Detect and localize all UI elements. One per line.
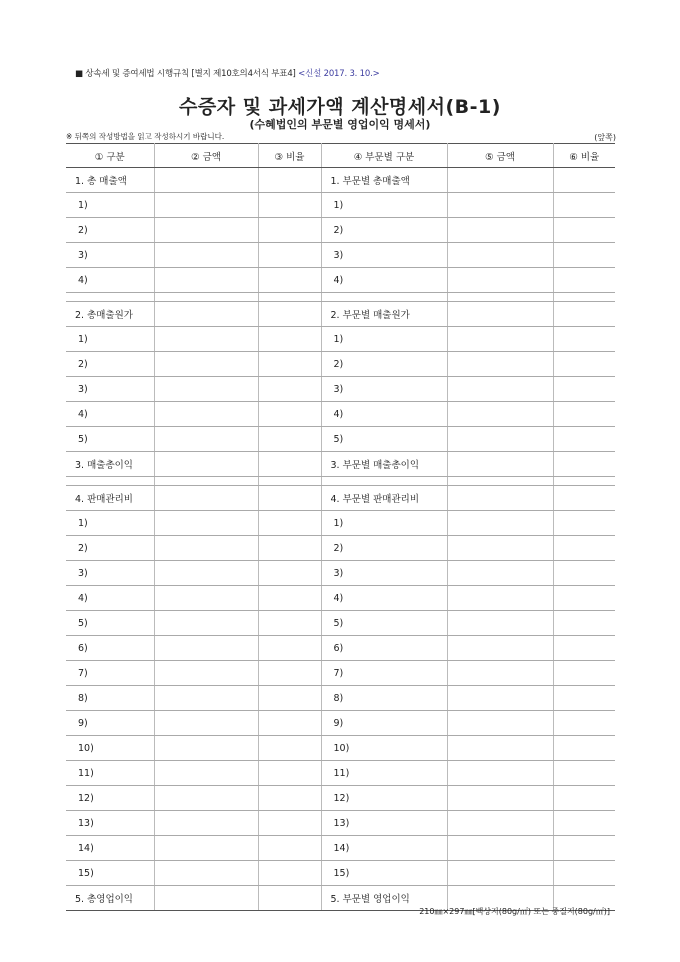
section-row bbox=[66, 486, 615, 511]
division-ratio-cell[interactable] bbox=[553, 636, 615, 661]
division-item-label: 2) bbox=[321, 218, 447, 243]
ratio-cell[interactable] bbox=[258, 536, 321, 561]
item-row bbox=[66, 661, 615, 686]
division-item-label: 9) bbox=[321, 711, 447, 736]
item-label: 2) bbox=[66, 218, 154, 243]
division-item-label: 3) bbox=[321, 561, 447, 586]
item-label: 4) bbox=[66, 586, 154, 611]
division-item-label: 2) bbox=[321, 352, 447, 377]
item-label: 3) bbox=[66, 561, 154, 586]
division-ratio-cell[interactable] bbox=[553, 243, 615, 268]
ratio-cell[interactable] bbox=[258, 736, 321, 761]
division-amount-cell[interactable] bbox=[447, 686, 553, 711]
ratio-cell[interactable] bbox=[258, 377, 321, 402]
division-ratio-cell[interactable] bbox=[553, 452, 615, 477]
division-item-label: 13) bbox=[321, 811, 447, 836]
amount-cell[interactable] bbox=[154, 302, 258, 327]
column-header: ① 구분 bbox=[66, 144, 154, 168]
division-amount-cell[interactable] bbox=[447, 193, 553, 218]
division-amount-cell[interactable] bbox=[447, 327, 553, 352]
page-title: 수증자 및 과세가액 계산명세서(B-1) bbox=[179, 96, 501, 118]
division-ratio-cell[interactable] bbox=[553, 861, 615, 886]
spacer-row bbox=[66, 477, 615, 486]
column-header: ⑤ 금액 bbox=[447, 144, 553, 168]
ratio-cell[interactable] bbox=[258, 486, 321, 511]
division-amount-cell[interactable] bbox=[447, 761, 553, 786]
division-ratio-cell[interactable] bbox=[553, 686, 615, 711]
amount-cell[interactable] bbox=[154, 886, 258, 911]
division-amount-cell[interactable] bbox=[447, 168, 553, 193]
item-row bbox=[66, 836, 615, 861]
amount-cell[interactable] bbox=[154, 327, 258, 352]
column-header: ④ 부문별 구분 bbox=[321, 144, 447, 168]
ratio-cell[interactable] bbox=[258, 711, 321, 736]
ratio-cell[interactable] bbox=[258, 168, 321, 193]
category-label: 1. 총 매출액 bbox=[66, 168, 154, 193]
division-item-label: 8) bbox=[321, 686, 447, 711]
division-amount-cell[interactable] bbox=[447, 427, 553, 452]
division-item-label: 5) bbox=[321, 427, 447, 452]
amount-cell[interactable] bbox=[154, 861, 258, 886]
division-ratio-cell[interactable] bbox=[553, 836, 615, 861]
section-row bbox=[66, 168, 615, 193]
division-category-label: 1. 부문별 총매출액 bbox=[321, 168, 447, 193]
spacer-cell bbox=[553, 477, 615, 486]
ratio-cell[interactable] bbox=[258, 243, 321, 268]
amount-cell[interactable] bbox=[154, 636, 258, 661]
ratio-cell[interactable] bbox=[258, 218, 321, 243]
division-ratio-cell[interactable] bbox=[553, 377, 615, 402]
division-ratio-cell[interactable] bbox=[553, 268, 615, 293]
division-item-label: 4) bbox=[321, 268, 447, 293]
item-row bbox=[66, 268, 615, 293]
item-label: 4) bbox=[66, 402, 154, 427]
ratio-cell[interactable] bbox=[258, 327, 321, 352]
spacer-cell bbox=[154, 293, 258, 302]
category-label: 4. 판매관리비 bbox=[66, 486, 154, 511]
amount-cell[interactable] bbox=[154, 511, 258, 536]
ratio-cell[interactable] bbox=[258, 193, 321, 218]
spacer-cell bbox=[447, 477, 553, 486]
item-label: 5) bbox=[66, 427, 154, 452]
ratio-cell[interactable] bbox=[258, 268, 321, 293]
item-row bbox=[66, 536, 615, 561]
division-amount-cell[interactable] bbox=[447, 861, 553, 886]
item-label: 1) bbox=[66, 327, 154, 352]
spacer-cell bbox=[66, 477, 154, 486]
item-row bbox=[66, 243, 615, 268]
item-label: 3) bbox=[66, 377, 154, 402]
division-ratio-cell[interactable] bbox=[553, 193, 615, 218]
item-row bbox=[66, 352, 615, 377]
division-item-label: 10) bbox=[321, 736, 447, 761]
item-row bbox=[66, 427, 615, 452]
item-row bbox=[66, 861, 615, 886]
ratio-cell[interactable] bbox=[258, 402, 321, 427]
ratio-cell[interactable] bbox=[258, 886, 321, 911]
division-ratio-cell[interactable] bbox=[553, 736, 615, 761]
amount-cell[interactable] bbox=[154, 836, 258, 861]
division-amount-cell[interactable] bbox=[447, 561, 553, 586]
ratio-cell[interactable] bbox=[258, 452, 321, 477]
division-ratio-cell[interactable] bbox=[553, 811, 615, 836]
item-row bbox=[66, 786, 615, 811]
item-label: 1) bbox=[66, 193, 154, 218]
ratio-cell[interactable] bbox=[258, 611, 321, 636]
division-item-label: 5) bbox=[321, 611, 447, 636]
item-label: 6) bbox=[66, 636, 154, 661]
amount-cell[interactable] bbox=[154, 243, 258, 268]
division-ratio-cell[interactable] bbox=[553, 661, 615, 686]
spacer-cell bbox=[258, 477, 321, 486]
ratio-cell[interactable] bbox=[258, 561, 321, 586]
column-header: ③ 비율 bbox=[258, 144, 321, 168]
division-ratio-cell[interactable] bbox=[553, 586, 615, 611]
ratio-cell[interactable] bbox=[258, 861, 321, 886]
operating-profit-table bbox=[66, 143, 615, 911]
paper-spec: 210㎜×297㎜[백상지(80g/㎡) 또는 중질지(80g/㎡)] bbox=[419, 907, 610, 916]
amount-cell[interactable] bbox=[154, 586, 258, 611]
amount-cell[interactable] bbox=[154, 427, 258, 452]
division-category-label: 5. 부문별 영업이익 bbox=[321, 886, 447, 911]
division-item-label: 14) bbox=[321, 836, 447, 861]
division-amount-cell[interactable] bbox=[447, 352, 553, 377]
table-header-row bbox=[66, 144, 615, 168]
division-ratio-cell[interactable] bbox=[553, 761, 615, 786]
section-row bbox=[66, 302, 615, 327]
item-label: 5) bbox=[66, 611, 154, 636]
division-amount-cell[interactable] bbox=[447, 611, 553, 636]
item-label: 14) bbox=[66, 836, 154, 861]
item-label: 8) bbox=[66, 686, 154, 711]
division-item-label: 2) bbox=[321, 536, 447, 561]
division-ratio-cell[interactable] bbox=[553, 611, 615, 636]
division-item-label: 1) bbox=[321, 327, 447, 352]
division-ratio-cell[interactable] bbox=[553, 711, 615, 736]
item-row bbox=[66, 761, 615, 786]
item-row bbox=[66, 511, 615, 536]
item-row bbox=[66, 636, 615, 661]
spacer-cell bbox=[447, 293, 553, 302]
amount-cell[interactable] bbox=[154, 218, 258, 243]
division-amount-cell[interactable] bbox=[447, 486, 553, 511]
ratio-cell[interactable] bbox=[258, 586, 321, 611]
division-amount-cell[interactable] bbox=[447, 586, 553, 611]
division-item-label: 12) bbox=[321, 786, 447, 811]
division-amount-cell[interactable] bbox=[447, 268, 553, 293]
item-label: 11) bbox=[66, 761, 154, 786]
category-label: 2. 총매출원가 bbox=[66, 302, 154, 327]
item-label: 10) bbox=[66, 736, 154, 761]
division-item-label: 3) bbox=[321, 377, 447, 402]
amount-cell[interactable] bbox=[154, 811, 258, 836]
amount-cell[interactable] bbox=[154, 786, 258, 811]
spacer-cell bbox=[258, 293, 321, 302]
ratio-cell[interactable] bbox=[258, 686, 321, 711]
ratio-cell[interactable] bbox=[258, 661, 321, 686]
item-row bbox=[66, 811, 615, 836]
amount-cell[interactable] bbox=[154, 268, 258, 293]
amount-cell[interactable] bbox=[154, 711, 258, 736]
amount-cell[interactable] bbox=[154, 736, 258, 761]
division-amount-cell[interactable] bbox=[447, 402, 553, 427]
division-amount-cell[interactable] bbox=[447, 243, 553, 268]
spacer-cell bbox=[321, 293, 447, 302]
amount-cell[interactable] bbox=[154, 193, 258, 218]
item-row bbox=[66, 586, 615, 611]
division-item-label: 15) bbox=[321, 861, 447, 886]
division-amount-cell[interactable] bbox=[447, 511, 553, 536]
spacer-cell bbox=[66, 293, 154, 302]
division-ratio-cell[interactable] bbox=[553, 402, 615, 427]
column-header: ⑥ 비율 bbox=[553, 144, 615, 168]
division-item-label: 11) bbox=[321, 761, 447, 786]
ratio-cell[interactable] bbox=[258, 511, 321, 536]
item-label: 2) bbox=[66, 352, 154, 377]
instruction-note: ※ 뒤쪽의 작성방법을 읽고 작성하시기 바랍니다. bbox=[66, 132, 225, 141]
revision-note: <신설 2017. 3. 10.> bbox=[298, 69, 380, 79]
amount-cell[interactable] bbox=[154, 761, 258, 786]
division-ratio-cell[interactable] bbox=[553, 302, 615, 327]
division-ratio-cell[interactable] bbox=[553, 168, 615, 193]
item-row bbox=[66, 686, 615, 711]
section-row bbox=[66, 452, 615, 477]
ratio-cell[interactable] bbox=[258, 352, 321, 377]
item-label: 4) bbox=[66, 268, 154, 293]
amount-cell[interactable] bbox=[154, 402, 258, 427]
division-amount-cell[interactable] bbox=[447, 736, 553, 761]
spacer-cell bbox=[553, 293, 615, 302]
amount-cell[interactable] bbox=[154, 611, 258, 636]
division-amount-cell[interactable] bbox=[447, 536, 553, 561]
division-category-label: 3. 부문별 매출총이익 bbox=[321, 452, 447, 477]
item-label: 1) bbox=[66, 511, 154, 536]
division-item-label: 6) bbox=[321, 636, 447, 661]
form-reference bbox=[75, 67, 380, 79]
item-row bbox=[66, 193, 615, 218]
amount-cell[interactable] bbox=[154, 536, 258, 561]
column-header: ② 금액 bbox=[154, 144, 258, 168]
division-amount-cell[interactable] bbox=[447, 636, 553, 661]
spacer-row bbox=[66, 293, 615, 302]
division-ratio-cell[interactable] bbox=[553, 536, 615, 561]
ratio-cell[interactable] bbox=[258, 836, 321, 861]
amount-cell[interactable] bbox=[154, 561, 258, 586]
item-label: 13) bbox=[66, 811, 154, 836]
form-reference-text: ■ 상속세 및 증여세법 시행규칙 [별지 제10호의4서식 부표4] bbox=[75, 69, 296, 79]
division-amount-cell[interactable] bbox=[447, 302, 553, 327]
ratio-cell[interactable] bbox=[258, 786, 321, 811]
amount-cell[interactable] bbox=[154, 686, 258, 711]
division-amount-cell[interactable] bbox=[447, 377, 553, 402]
item-row bbox=[66, 327, 615, 352]
amount-cell[interactable] bbox=[154, 168, 258, 193]
ratio-cell[interactable] bbox=[258, 302, 321, 327]
division-amount-cell[interactable] bbox=[447, 661, 553, 686]
division-ratio-cell[interactable] bbox=[553, 486, 615, 511]
item-row bbox=[66, 218, 615, 243]
division-amount-cell[interactable] bbox=[447, 811, 553, 836]
division-amount-cell[interactable] bbox=[447, 711, 553, 736]
division-amount-cell[interactable] bbox=[447, 786, 553, 811]
division-item-label: 1) bbox=[321, 511, 447, 536]
division-item-label: 4) bbox=[321, 586, 447, 611]
division-ratio-cell[interactable] bbox=[553, 561, 615, 586]
item-row bbox=[66, 611, 615, 636]
division-amount-cell[interactable] bbox=[447, 218, 553, 243]
division-amount-cell[interactable] bbox=[447, 836, 553, 861]
division-ratio-cell[interactable] bbox=[553, 427, 615, 452]
division-item-label: 1) bbox=[321, 193, 447, 218]
page-subtitle: (수혜법인의 부문별 영업이익 명세서) bbox=[249, 118, 431, 131]
spacer-cell bbox=[321, 477, 447, 486]
amount-cell[interactable] bbox=[154, 377, 258, 402]
amount-cell[interactable] bbox=[154, 486, 258, 511]
division-ratio-cell[interactable] bbox=[553, 511, 615, 536]
division-category-label: 4. 부문별 판매관리비 bbox=[321, 486, 447, 511]
amount-cell[interactable] bbox=[154, 661, 258, 686]
item-label: 3) bbox=[66, 243, 154, 268]
item-label: 12) bbox=[66, 786, 154, 811]
item-row bbox=[66, 711, 615, 736]
item-label: 2) bbox=[66, 536, 154, 561]
item-row bbox=[66, 561, 615, 586]
division-ratio-cell[interactable] bbox=[553, 352, 615, 377]
item-label: 9) bbox=[66, 711, 154, 736]
division-item-label: 4) bbox=[321, 402, 447, 427]
spacer-cell bbox=[154, 477, 258, 486]
division-ratio-cell[interactable] bbox=[553, 786, 615, 811]
amount-cell[interactable] bbox=[154, 352, 258, 377]
side-label: (앞쪽) bbox=[594, 133, 616, 142]
division-amount-cell[interactable] bbox=[447, 452, 553, 477]
category-label: 3. 매출총이익 bbox=[66, 452, 154, 477]
amount-cell[interactable] bbox=[154, 452, 258, 477]
category-label: 5. 총영업이익 bbox=[66, 886, 154, 911]
item-row bbox=[66, 402, 615, 427]
item-row bbox=[66, 736, 615, 761]
division-category-label: 2. 부문별 매출원가 bbox=[321, 302, 447, 327]
division-item-label: 7) bbox=[321, 661, 447, 686]
ratio-cell[interactable] bbox=[258, 811, 321, 836]
division-ratio-cell[interactable] bbox=[553, 218, 615, 243]
item-row bbox=[66, 377, 615, 402]
division-item-label: 3) bbox=[321, 243, 447, 268]
item-label: 15) bbox=[66, 861, 154, 886]
item-label: 7) bbox=[66, 661, 154, 686]
ratio-cell[interactable] bbox=[258, 636, 321, 661]
ratio-cell[interactable] bbox=[258, 761, 321, 786]
division-ratio-cell[interactable] bbox=[553, 327, 615, 352]
ratio-cell[interactable] bbox=[258, 427, 321, 452]
